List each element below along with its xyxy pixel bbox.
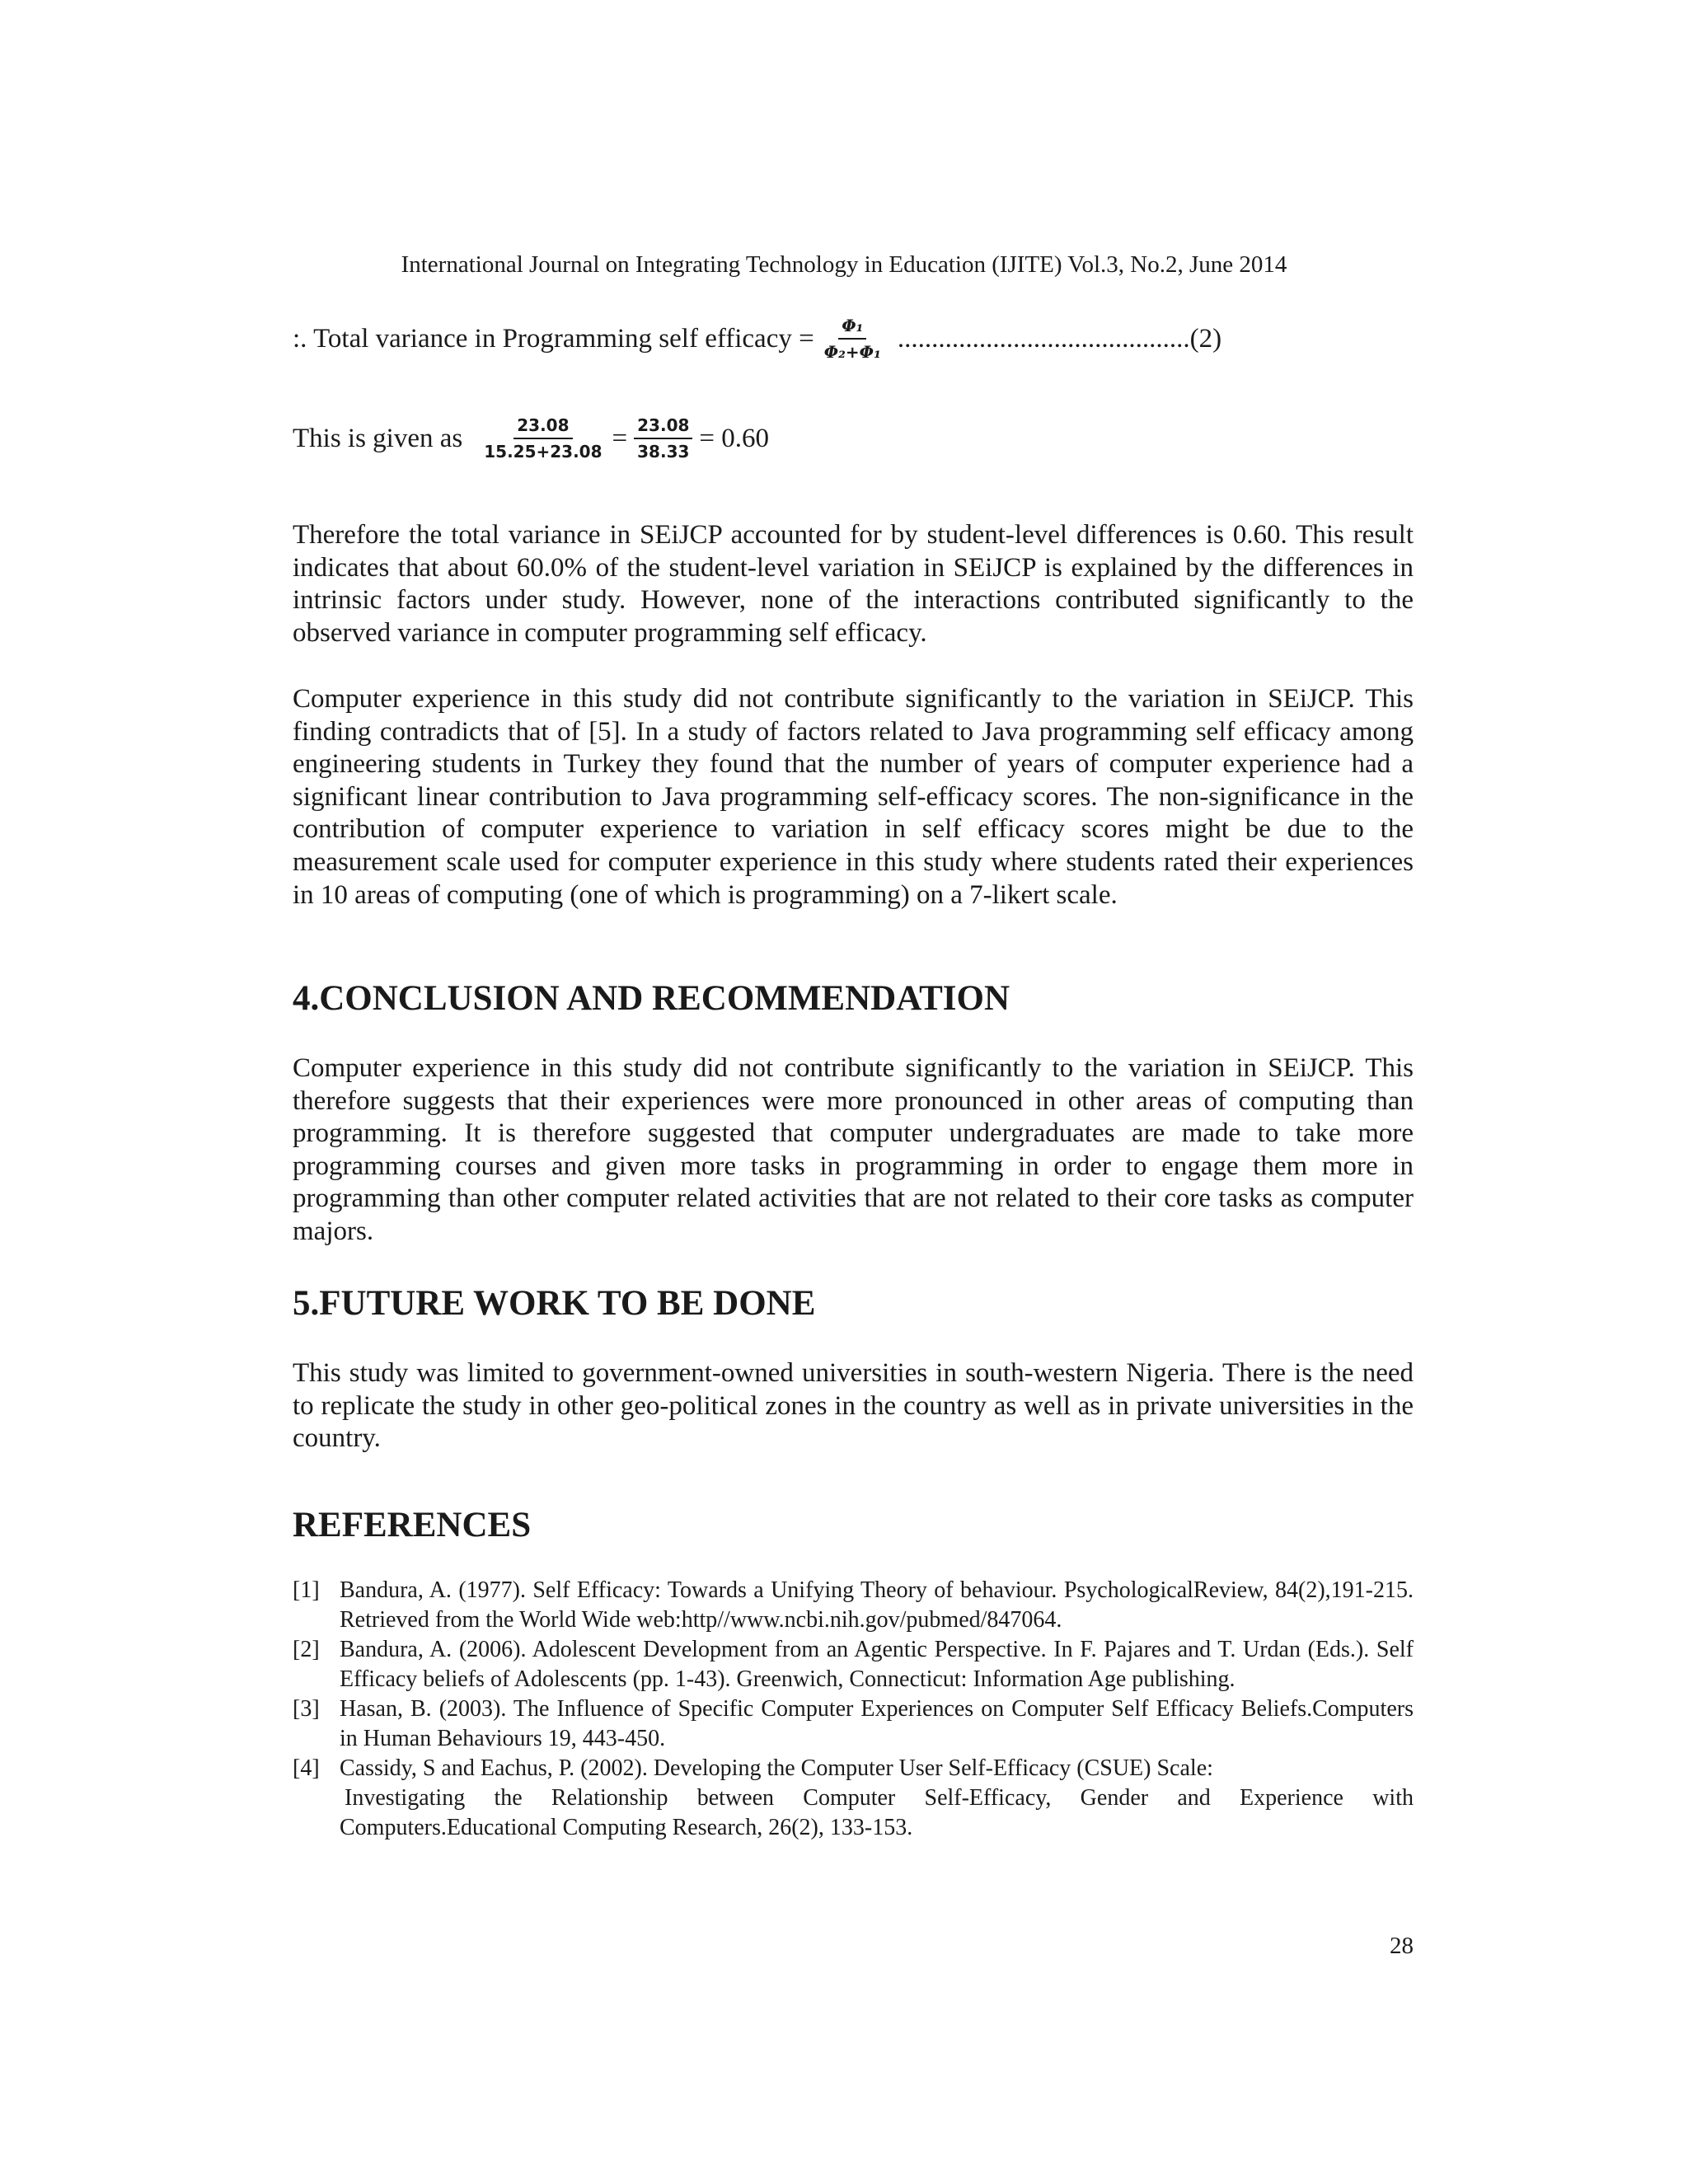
equation-number: ...........................................(2)	[897, 324, 1222, 354]
reference-text-rest: Investigating the Relationship between Computer Self-Efficacy, Gender and Experience with Computers.Educational Computing Research, 26(2), 133-153.	[340, 1785, 1414, 1840]
conclusion-section	[293, 1052, 1414, 1249]
fraction-two-denominator: 38.33	[637, 442, 690, 462]
reference-text-line1: Cassidy, S and Eachus, P. (2002). Developing the Computer User Self-Efficacy (CSUE) Scale:	[340, 1755, 1213, 1781]
fraction-one	[481, 416, 605, 461]
reference-number: [3]	[293, 1696, 320, 1722]
body-section	[293, 519, 1414, 649]
equation-fraction	[821, 316, 884, 361]
paragraph-computer-experience: Computer experience in this study did not contribute significantly to the variation in SEiJCP. This finding contradicts that of [5]. In a study of factors related to Java programming self efficacy among engineering students in Turkey they found that the number of years of computer experience had a significant linear contribution to Java programming self-efficacy scores. The non-significance in the contribution of computer experience to variation in self efficacy scores might be due to the measurement scale used for computer experience in this study where students rated their experiences in 10 areas of computing (one of which is programming) on a 7-likert scale.	[293, 684, 1414, 910]
reference-item	[293, 1635, 1414, 1694]
reference-item	[293, 1754, 1414, 1843]
fraction-two-numerator: 23.08	[634, 416, 692, 439]
equation-given-as	[293, 416, 769, 461]
reference-list	[293, 1576, 1414, 1843]
equation-total-variance	[293, 316, 1221, 361]
reference-text: Bandura, A. (1977). Self Efficacy: Towards a Unifying Theory of behaviour. PsychologicalReview, 84(2),191-215. Retrieved from the World Wide web:http//www.ncbi.nih.gov/pubmed/847064.	[340, 1577, 1414, 1633]
future-work-section	[293, 1357, 1414, 1455]
equation-lead-text: :. Total variance in Programming self efficacy =	[293, 324, 814, 354]
fraction-denominator: Φ₂+Φ₁	[823, 342, 881, 362]
page-number: 28	[1390, 1933, 1414, 1959]
equation-given-lead: This is given as	[293, 424, 463, 453]
references-heading: REFERENCES	[293, 1506, 532, 1544]
paragraph-conclusion: Computer experience in this study did not contribute significantly to the variation in SEiJCP. This therefore suggests that their experiences were more pronounced in other areas of computing than programming. It is therefore suggested that computer undergraduates are made to take more programming courses and given more tasks in programming in order to engage them more in programming than other computer related activities that are not related to their core tasks as computer majors.	[293, 1053, 1414, 1246]
reference-number: [2]	[293, 1637, 320, 1662]
running-header: International Journal on Integrating Technology in Education (IJITE) Vol.3, No.2, June 2014	[401, 251, 1287, 278]
section-heading-future-work: 5.FUTURE WORK TO BE DONE	[293, 1284, 816, 1323]
reference-item	[293, 1694, 1414, 1754]
section-heading-conclusion: 4.CONCLUSION AND RECOMMENDATION	[293, 979, 1010, 1018]
fraction-numerator: Φ₁	[838, 316, 866, 340]
reference-number: [4]	[293, 1755, 320, 1781]
fraction-one-denominator: 15.25+23.08	[484, 442, 603, 462]
equation-result: = 0.60	[699, 424, 770, 453]
reference-text: Bandura, A. (2006). Adolescent Development from an Agentic Perspective. In F. Pajares and T. Urdan (Eds.). Self Efficacy beliefs of Adolescents (pp. 1-43). Greenwich, Connecticut: Information Age publishing.	[340, 1637, 1414, 1692]
fraction-two	[634, 416, 692, 461]
reference-text	[340, 1754, 1414, 1843]
paragraph-future-work: This study was limited to government-owned universities in south-western Nigeria. There is the need to replicate the study in other geo-political zones in the country as well as in private universities in the country.	[293, 1358, 1414, 1454]
reference-text: Hasan, B. (2003). The Influence of Specific Computer Experiences on Computer Self Efficacy Beliefs.Computers in Human Behaviours 19, 443-450.	[340, 1696, 1414, 1751]
equals-sign: =	[612, 424, 628, 453]
reference-item	[293, 1576, 1414, 1635]
body-section-2	[293, 683, 1414, 912]
reference-number: [1]	[293, 1577, 320, 1603]
paragraph-variance-result: Therefore the total variance in SEiJCP accounted for by student-level differences is 0.60. This result indicates that about 60.0% of the student-level variation in SEiJCP is explained by the differences in intrinsic factors under study. However, none of the interactions contributed significantly to the observed variance in computer programming self efficacy.	[293, 520, 1414, 648]
fraction-one-numerator: 23.08	[513, 416, 572, 439]
